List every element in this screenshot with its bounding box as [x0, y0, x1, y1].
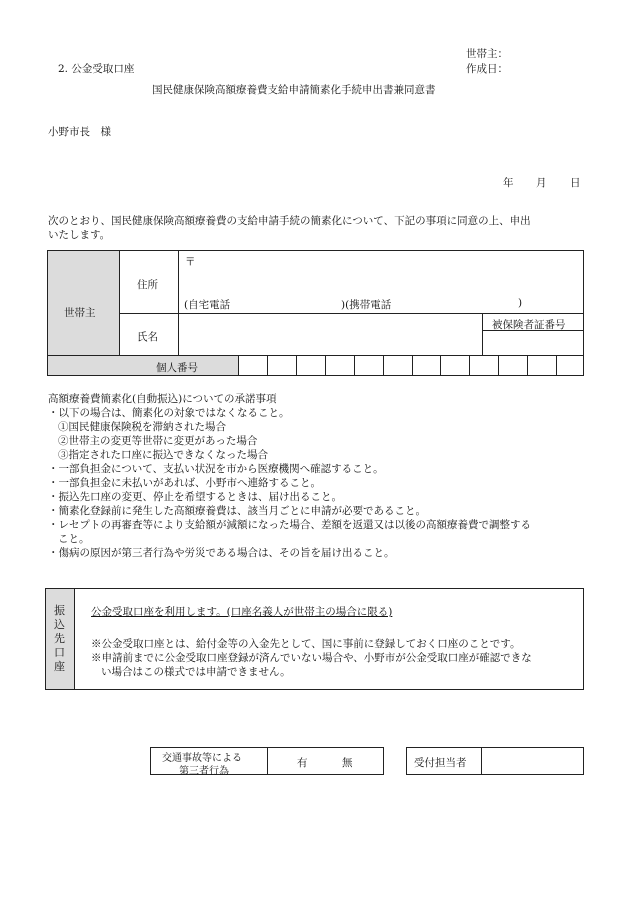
- accident-yes-option[interactable]: 有: [297, 757, 308, 769]
- consent-line: こと。: [58, 533, 90, 545]
- insured-number-input[interactable]: [483, 331, 583, 354]
- bank-note-2: ※申請前までに公金受取口座登録が済んでいない場合や、小野市が公金受取口座が確認できな: [91, 652, 532, 664]
- consent-line: ・簡素化登録前に発生した高額療養費は、該当月ごとに申請が必要であること。: [48, 505, 426, 517]
- address-input[interactable]: [179, 266, 583, 296]
- personal-number-label: 個人番号: [156, 362, 198, 374]
- consent-line: ②世帯主の変更等世帯に変更があった場合: [58, 435, 258, 447]
- consent-line: ①国民健康保険税を滞納された場合: [58, 421, 226, 433]
- name-label: 氏名: [137, 331, 158, 343]
- mobile-phone-label: )(携帯電話: [341, 299, 392, 311]
- householder-row-header: 世帯主: [64, 307, 96, 319]
- insured-number-label: 被保険者証番号: [492, 319, 566, 331]
- intro-line-2: いたします。: [48, 229, 111, 241]
- receiver-input[interactable]: [482, 748, 583, 774]
- bank-note-2-continued: い場合はこの様式では申請できません。: [101, 666, 291, 678]
- address-label: 住所: [137, 279, 158, 291]
- phone-close-paren: ): [518, 297, 523, 309]
- addressee: 小野市長 様: [48, 126, 111, 138]
- householder-label: 世帯主：: [466, 48, 508, 60]
- consent-line: ・振込先口座の変更、停止を希望するときは、届け出ること。: [48, 491, 342, 503]
- accident-label-line-2: 第三者行為: [179, 766, 229, 777]
- consent-line: ・レセプトの再審査等により支給額が減額になった場合、差額を返還又は以後の高額療養費で調整する: [48, 519, 531, 531]
- section-label: 2. 公金受取口座: [58, 63, 135, 75]
- date-year-label: 年: [503, 177, 514, 189]
- consent-line: ・以下の場合は、簡素化の対象ではなくなること。: [48, 407, 290, 419]
- date-day-label: 日: [570, 177, 581, 189]
- home-phone-label: (自宅電話: [184, 299, 231, 311]
- bank-note-1: ※公金受取口座とは、給付金等の入金先として、国に事前に登録しておく口座のことです。: [91, 638, 521, 650]
- bank-statement: 公金受取口座を利用します。(口座名義人が世帯主の場合に限る): [91, 606, 393, 618]
- accident-no-option[interactable]: 無: [342, 757, 353, 769]
- consent-line: ・一部負担金に未払いがあれば、小野市へ連絡すること。: [48, 477, 321, 489]
- created-date-label: 作成日：: [466, 63, 508, 75]
- form-title: 国民健康保険高額療養費支給申請簡素化手続申出書兼同意書: [152, 84, 436, 96]
- date-month-label: 月: [536, 177, 547, 189]
- receiver-label: 受付担当者: [414, 757, 467, 769]
- bank-side-label: 振込先口座: [54, 604, 65, 673]
- name-input[interactable]: [179, 314, 481, 354]
- accident-label-line-1: 交通事故等による: [162, 753, 242, 764]
- consent-line: ・一部負担金について、支払い状況を市から医療機関へ確認すること。: [48, 463, 384, 475]
- postal-mark: 〒: [185, 256, 196, 268]
- consent-line: ・傷病の原因が第三者行為や労災である場合は、その旨を届け出ること。: [48, 547, 395, 559]
- consent-line: ③指定された口座に振込できなくなった場合: [58, 449, 268, 461]
- consent-heading: 高額療養費簡素化(自動振込)についての承諾事項: [48, 393, 277, 405]
- intro-line-1: 次のとおり、国民健康保険高額療養費の支給申請手続の簡素化について、下記の事項に同意の上、申出: [48, 215, 531, 227]
